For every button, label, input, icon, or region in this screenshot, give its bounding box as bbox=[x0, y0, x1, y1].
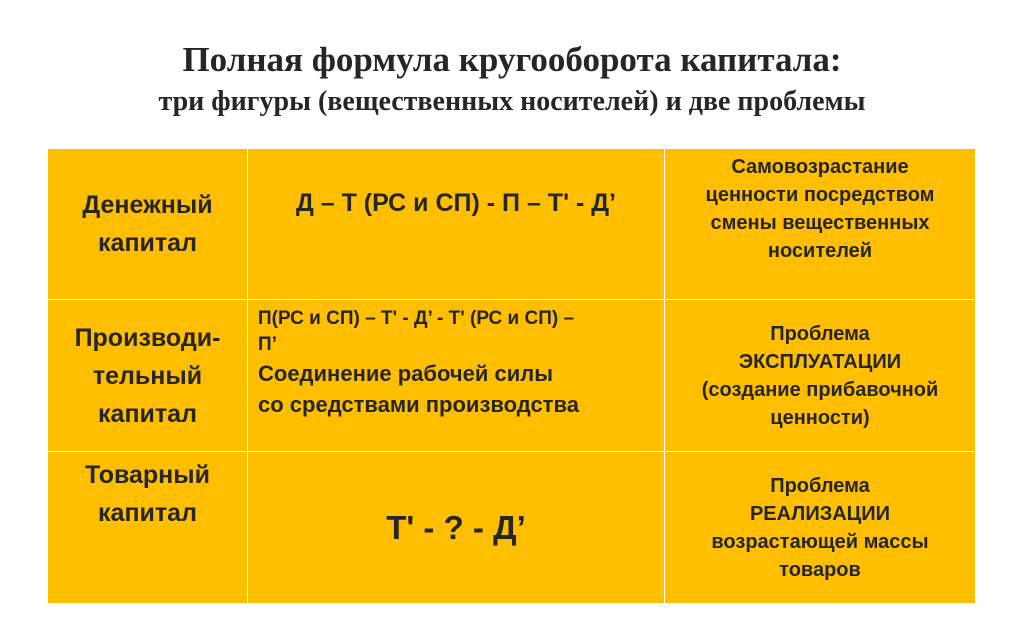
note-line: Проблема bbox=[770, 322, 870, 345]
row-name-line: капитал bbox=[98, 399, 197, 428]
row-name-cell bbox=[48, 149, 248, 300]
formula-cell bbox=[248, 300, 665, 452]
title-line-2: три фигуры (вещественных носителей) и две проблемы bbox=[158, 86, 866, 117]
note-line: носителей bbox=[767, 240, 873, 262]
note-line: возрастающей массы bbox=[711, 530, 929, 553]
row-name-line: Денежный bbox=[82, 191, 213, 219]
formula-description-line: со средствами производства bbox=[258, 392, 579, 417]
formula-cell bbox=[248, 149, 665, 300]
formula-line: П(РС и СП) – Т' - Д’ - Т' (РС и СП) – bbox=[258, 308, 575, 329]
table-row-money-capital bbox=[48, 149, 976, 300]
row-name-line: капитал bbox=[98, 499, 197, 527]
note-line: ценности) bbox=[770, 406, 870, 429]
slide-title bbox=[0, 36, 1024, 120]
title-line-1: Полная формула кругооборота капитала: bbox=[182, 40, 842, 79]
note-line: ЭКСПЛУАТАЦИИ bbox=[738, 350, 902, 373]
formula-cell bbox=[248, 452, 665, 604]
note-line: Самовозрастание bbox=[731, 156, 909, 178]
table-row-commodity-capital bbox=[48, 452, 976, 604]
note-line: (создание прибавочной bbox=[701, 378, 939, 401]
formula-line: П’ bbox=[258, 334, 277, 355]
capital-circuit-table bbox=[47, 148, 976, 604]
note-line: Проблема bbox=[770, 474, 870, 497]
note-line: ценности посредством bbox=[705, 184, 935, 206]
formula-text: Д – Т (РС и СП) - П – Т' - Д’ bbox=[295, 189, 617, 217]
note-line: товаров bbox=[779, 558, 861, 581]
row-name-line: Производи- bbox=[74, 323, 221, 352]
formula-text: Т' - ? - Д’ bbox=[386, 508, 526, 546]
note-line: смены вещественных bbox=[710, 212, 930, 234]
row-name-cell bbox=[48, 300, 248, 452]
row-name-cell bbox=[48, 452, 248, 604]
note-cell bbox=[665, 452, 976, 604]
formula-description-line: Соединение рабочей силы bbox=[258, 361, 554, 386]
row-name-line: тельный bbox=[92, 361, 203, 390]
table-row-productive-capital bbox=[48, 300, 976, 452]
note-line: РЕАЛИЗАЦИИ bbox=[749, 502, 891, 525]
note-cell bbox=[665, 300, 976, 452]
row-name-line: Товарный bbox=[85, 461, 210, 489]
note-cell bbox=[665, 149, 976, 300]
row-name-line: капитал bbox=[98, 229, 197, 257]
